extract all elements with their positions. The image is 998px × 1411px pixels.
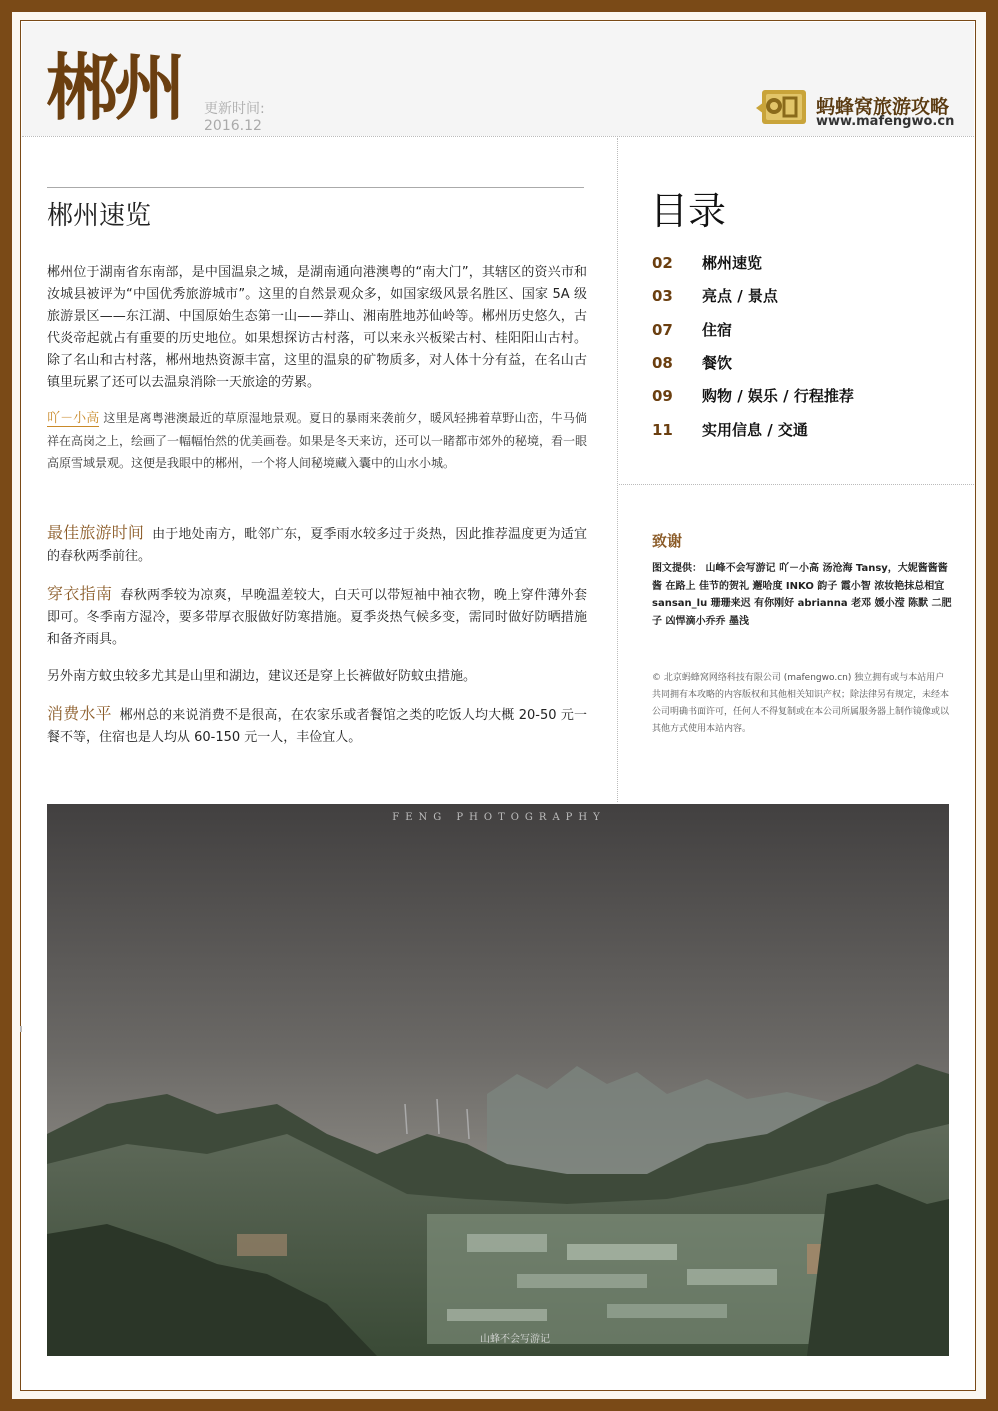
tip-best-time xyxy=(47,522,587,568)
thanks-title: 致谢 xyxy=(652,532,683,550)
landscape-photo xyxy=(47,804,949,1356)
toc-label: 亮点 / 景点 xyxy=(702,287,778,305)
tip-text: 另外南方蚊虫较多尤其是山里和湖边，建议还是穿上长裤做好防蚊虫措施。 xyxy=(47,669,477,684)
brand-name: 蚂蜂窝旅游攻略 xyxy=(816,96,950,118)
intro-paragraph: 郴州位于湖南省东南部，是中国温泉之城，是湖南通向港澳粤的“南大门”，其辖区的资兴市和汝城县被评为“中国优秀旅游城市”。这里的自然景观众多，如国家级风景名胜区、国家 5A 级旅游景区——东江湖、中国原始生态第一山——莽山、湘南胜地苏仙岭等。郴州历史悠久，古代炎帝起就占有重要的历史地位。如果想探访古村落，可以来永兴板梁古村、桂阳阳山古村。除了名山和古村落，郴州地热资源丰富，这里的温泉的矿物质多，对人体十分有益，在名山古镇里玩累了还可以去温泉消除一天旅途的劳累。 xyxy=(47,265,587,390)
toc-page-number: 08 xyxy=(652,354,673,372)
toc-label: 购物 / 娱乐 / 行程推荐 xyxy=(702,387,854,405)
toc-title: 目录 xyxy=(650,189,727,233)
toc-page-number: 03 xyxy=(652,287,673,305)
tip-cost xyxy=(47,703,587,749)
toc-label: 实用信息 / 交通 xyxy=(702,421,808,439)
photo-signature: 山蜂不会写游记 xyxy=(480,1334,550,1345)
toc-item[interactable] xyxy=(652,285,778,306)
tip-lead: 穿衣指南 xyxy=(47,584,113,603)
tip-mosquito xyxy=(47,666,587,688)
tip-text: 由于地处南方，毗邻广东，夏季雨水较多过于炎热，因此推荐温度更为适宜的春秋两季前往。 xyxy=(47,527,587,564)
quote-text: 这里是离粤港澳最近的草原湿地景观。夏日的暴雨来袭前夕，暖风轻拂着草野山峦，牛马倘祥在高岗之上，绘画了一幅幅怡然的优美画卷。如果是冬天来访，还可以一睹都市郊外的秘境，看一眼高原雪域景观。这便是我眼中的郴州，一个将人间秘境藏入囊中的山水小城。 xyxy=(47,411,588,470)
copyright-notice: © 北京蚂蜂窝网络科技有限公司 (mafengwo.cn) 独立拥有或与本站用户共同拥有本攻略的内容版权和其他相关知识产权；除法律另有规定，未经本公司明确书面许可，任何人不得复制或在本公司所属服务器上制作镜像或以其他方式使用本站内容。 xyxy=(652,673,950,734)
author-quote xyxy=(47,407,587,474)
tip-lead: 消费水平 xyxy=(47,704,112,723)
tip-text: 春秋两季较为凉爽，早晚温差较大，白天可以带短袖中袖衣物，晚上穿件薄外套即可。冬季南方湿冷，要多带厚衣服做好防寒措施。夏季炎热气候多变，需同时做好防晒措施和备齐雨具。 xyxy=(47,588,587,647)
toc-item[interactable] xyxy=(652,385,854,406)
toc-label: 餐饮 xyxy=(702,354,733,372)
toc-item[interactable] xyxy=(652,319,732,340)
sidebar-divider xyxy=(619,484,974,485)
tip-lead: 最佳旅游时间 xyxy=(47,523,145,542)
toc-page-number: 11 xyxy=(652,421,673,439)
tip-clothing xyxy=(47,583,587,651)
toc-item[interactable] xyxy=(652,252,762,273)
toc-page-number: 02 xyxy=(652,254,673,272)
mafengwo-logo-icon xyxy=(756,86,808,126)
toc-label: 住宿 xyxy=(702,321,733,339)
margin-mark xyxy=(20,1026,22,1032)
toc-page-number: 07 xyxy=(652,321,673,339)
column-divider xyxy=(617,138,618,802)
update-time-value: 2016.12 xyxy=(204,118,262,134)
toc-item[interactable] xyxy=(652,419,808,440)
update-time-label: 更新时间: xyxy=(204,101,265,117)
photo-watermark: FENG PHOTOGRAPHY xyxy=(392,812,606,823)
thanks-credits: 图文提供： 山峰不会写游记 吖－小高 汤沧海 Tansy，大妮酱酱酱酱 在路上 佳节的贺礼 邂哈度 INKO 韵子 霞小智 浓妆艳抹总相宜 sansan_lu 珊珊来迟 有你刚好 abrianna 老邓 媛小滢 陈默 二肥子 凶悍滴小乔乔 墨浅 xyxy=(652,563,952,627)
header-divider xyxy=(22,136,974,137)
toc-page-number: 09 xyxy=(652,387,673,405)
brand-url[interactable]: www.mafengwo.cn xyxy=(816,114,955,129)
city-title: 郴州 xyxy=(46,46,183,130)
toc-label: 郴州速览 xyxy=(702,254,763,272)
tip-text: 郴州总的来说消费不是很高，在农家乐或者餐馆之类的吃饭人均大概 20-50 元一餐不等，住宿也是人均从 60-150 元一人，丰俭宜人。 xyxy=(47,708,587,745)
section-title: 郴州速览 xyxy=(47,201,152,231)
section-rule xyxy=(47,187,584,188)
toc-item[interactable] xyxy=(652,352,732,373)
quote-author: 吖－小高 xyxy=(47,411,100,426)
